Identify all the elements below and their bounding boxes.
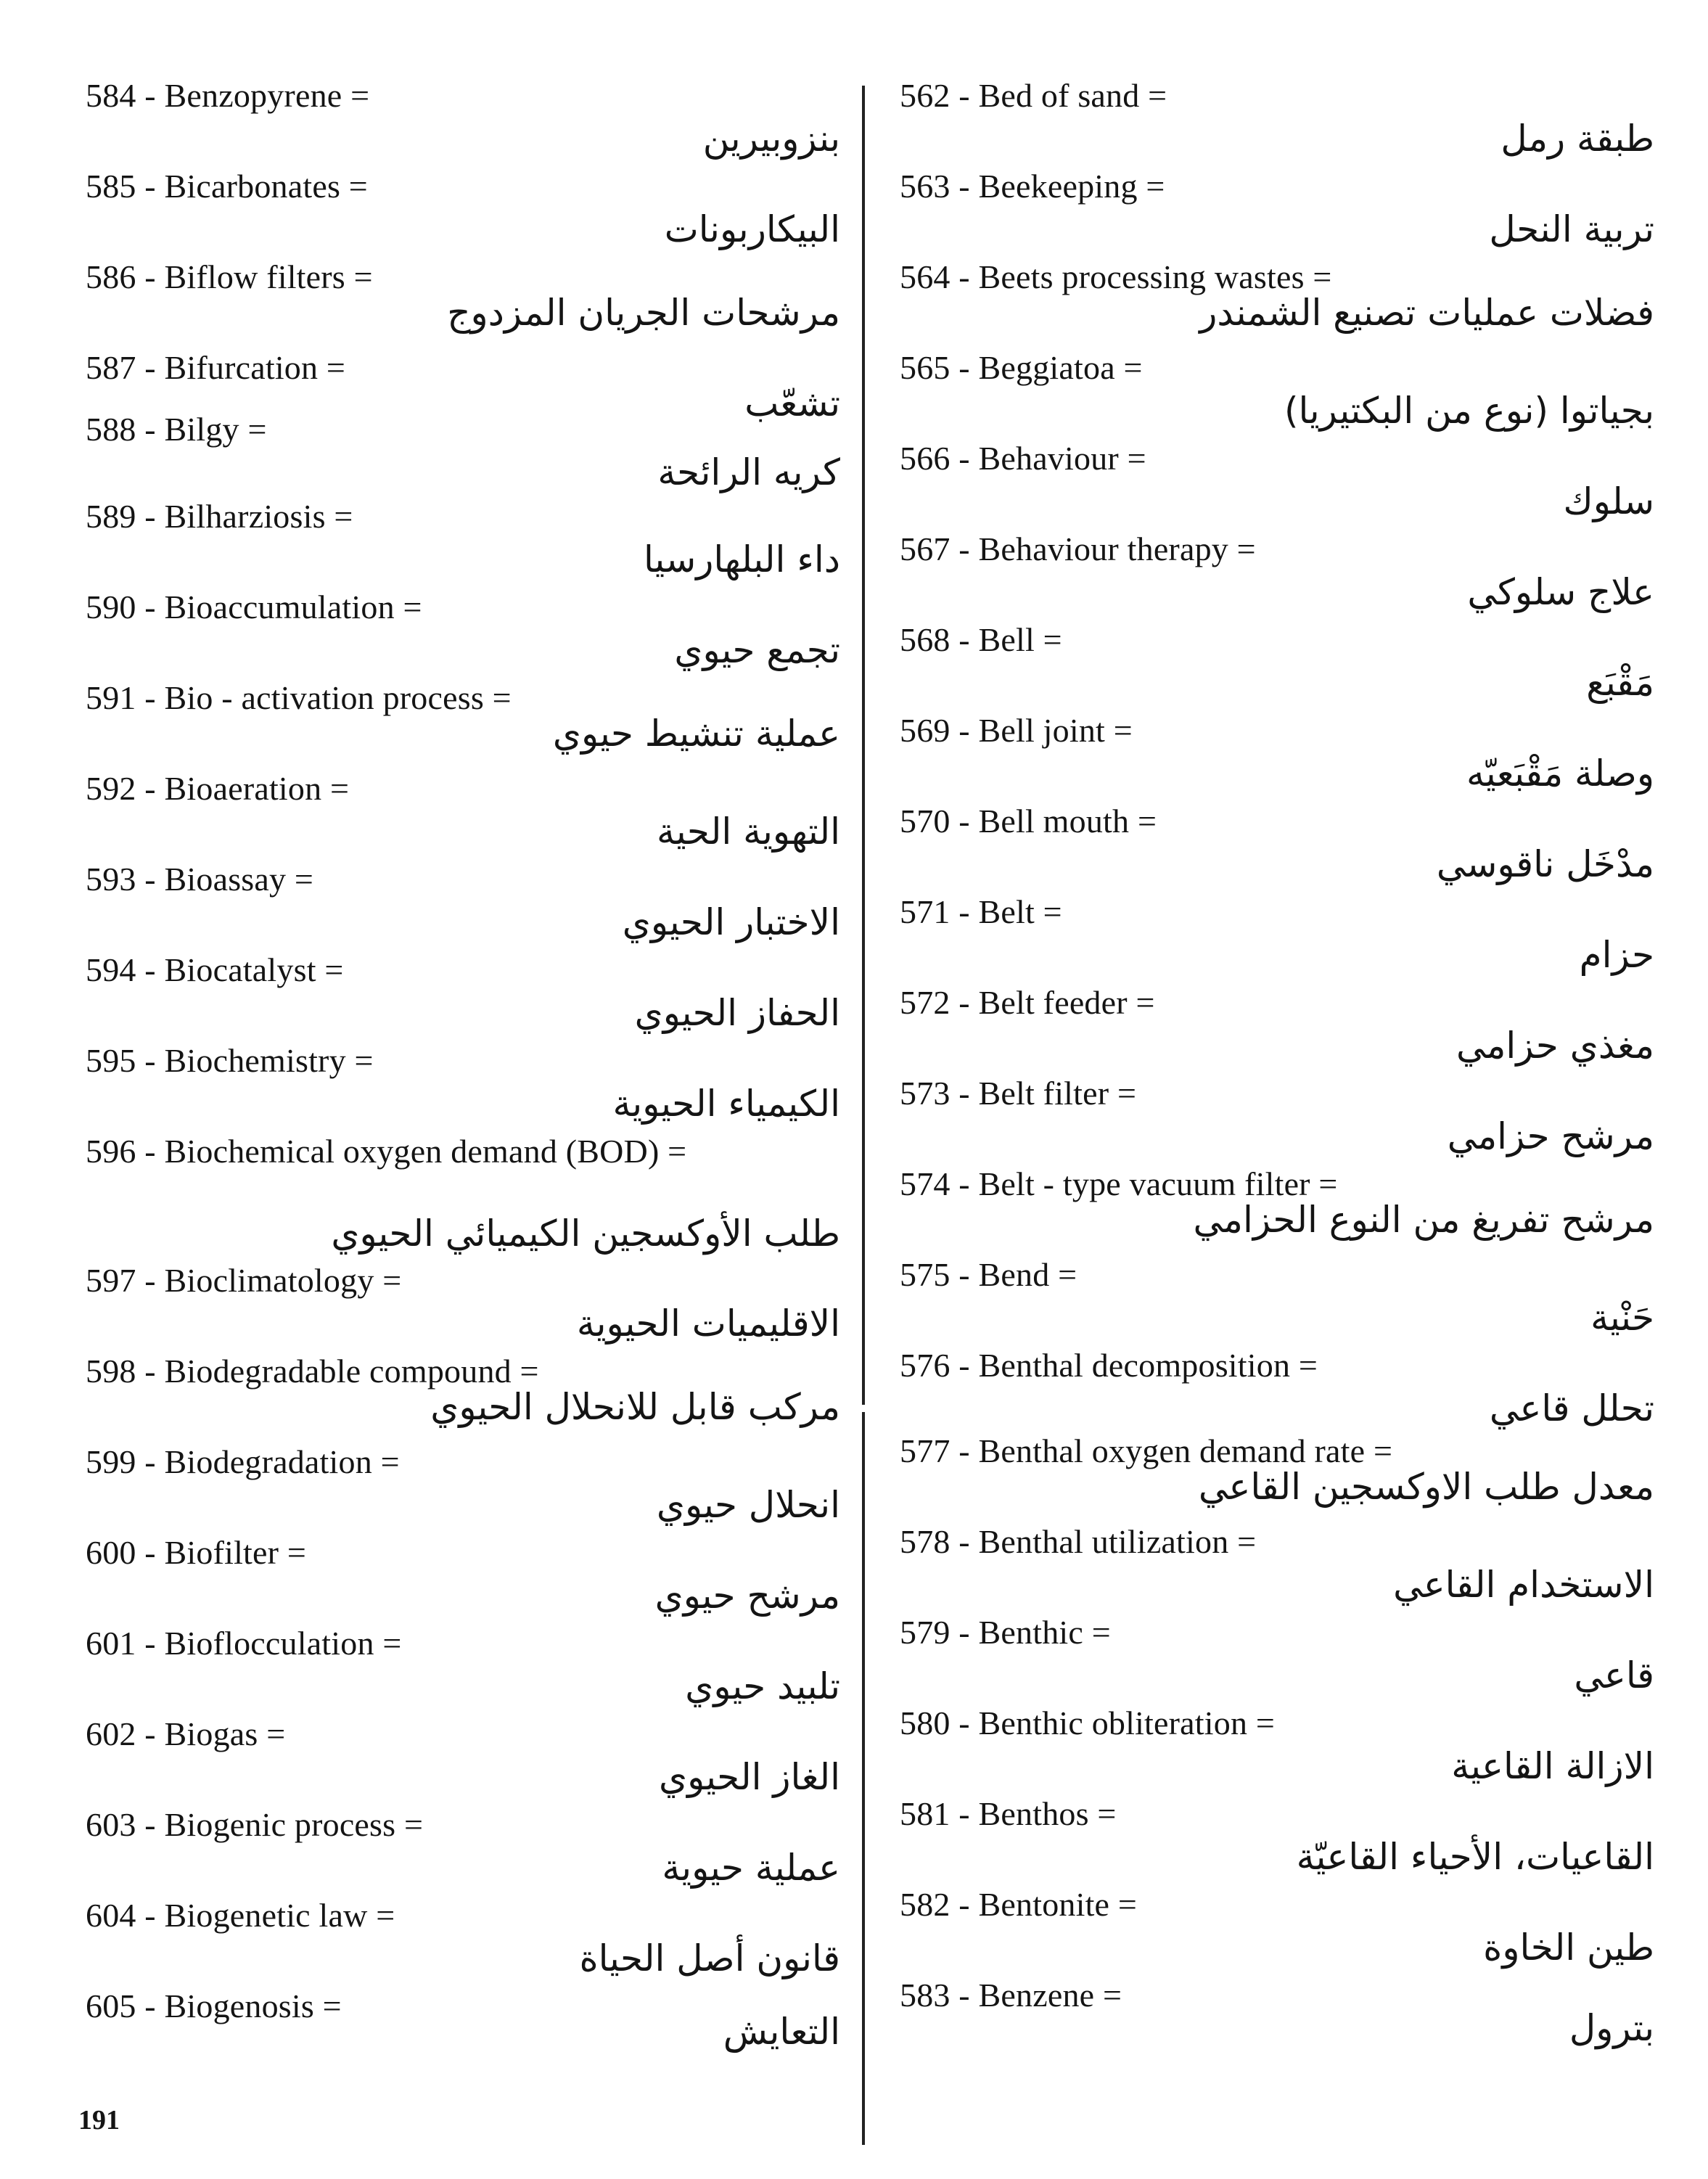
term: 568 - Bell =: [900, 621, 1062, 658]
entry-573: [900, 1073, 1654, 1164]
term: 578 - Benthal utilization =: [900, 1523, 1257, 1560]
term: 585 - Bicarbonates =: [86, 168, 368, 205]
term: 603 - Biogenic process =: [86, 1806, 424, 1843]
entry-588: [86, 409, 840, 496]
arabic-translation: مرشحات الجريان المزدوج: [447, 292, 840, 334]
entry-605: [86, 1986, 840, 2077]
entry-567: [900, 529, 1654, 620]
term: 596 - Biochemical oxygen demand (BOD) =: [86, 1133, 687, 1170]
term: 569 - Bell joint =: [900, 712, 1133, 749]
entry-604: [86, 1895, 840, 1986]
term: 586 - Biflow filters =: [86, 258, 373, 295]
column-divider-bottom: [862, 1412, 865, 2145]
arabic-translation: الازالة القاعية: [1451, 1745, 1654, 1787]
entry-601: [86, 1623, 840, 1714]
term: 583 - Benzene =: [900, 1977, 1122, 2014]
term: 593 - Bioassay =: [86, 861, 314, 898]
arabic-translation: سلوك: [1563, 480, 1654, 522]
arabic-translation: علاج سلوكي: [1467, 571, 1654, 613]
entry-599: [86, 1442, 840, 1532]
entry-586: [86, 257, 840, 348]
term: 589 - Bilharziosis =: [86, 498, 353, 535]
term: 590 - Bioaccumulation =: [86, 588, 422, 625]
entry-570: [900, 801, 1654, 892]
term: 575 - Bend =: [900, 1256, 1077, 1293]
arabic-translation: التعايش: [723, 2011, 840, 2053]
entry-587: [86, 348, 840, 424]
arabic-translation: مرشح حزامي: [1447, 1115, 1654, 1157]
term: 591 - Bio - activation process =: [86, 679, 512, 716]
right-column: [900, 75, 1654, 2066]
entry-589: [86, 496, 840, 587]
entry-562: [900, 75, 1654, 166]
term: 604 - Biogenetic law =: [86, 1897, 395, 1934]
arabic-translation: فضلات عمليات تصنيع الشمندر: [1199, 292, 1654, 334]
entry-590: [86, 587, 840, 678]
arabic-translation: طلب الأوكسجين الكيميائي الحيوي: [331, 1212, 840, 1255]
entry-584: [86, 75, 840, 166]
arabic-translation: التهوية الحية: [656, 811, 840, 853]
entry-583: [900, 1975, 1654, 2066]
entry-596: [86, 1131, 840, 1260]
term: 566 - Behaviour =: [900, 440, 1146, 477]
entry-591: [86, 678, 840, 768]
term: 564 - Beets processing wastes =: [900, 258, 1332, 295]
arabic-translation: القاعيات، الأحياء القاعيّة: [1296, 1836, 1654, 1878]
term: 573 - Belt filter =: [900, 1075, 1137, 1112]
term: 598 - Biodegradable compound =: [86, 1353, 539, 1390]
entry-582: [900, 1884, 1654, 1975]
term: 600 - Biofilter =: [86, 1534, 307, 1571]
term: 570 - Bell mouth =: [900, 803, 1157, 840]
term: 580 - Benthic obliteration =: [900, 1704, 1275, 1741]
arabic-translation: مغذي حزامي: [1456, 1025, 1654, 1067]
term: 588 - Bilgy =: [86, 411, 267, 448]
term: 592 - Bioaeration =: [86, 770, 350, 807]
entry-577: [900, 1431, 1654, 1522]
term: 601 - Bioflocculation =: [86, 1625, 402, 1662]
entry-566: [900, 438, 1654, 529]
arabic-translation: حزام: [1579, 934, 1654, 976]
entry-580: [900, 1703, 1654, 1794]
term: 597 - Bioclimatology =: [86, 1262, 402, 1299]
entry-575: [900, 1255, 1654, 1345]
entry-569: [900, 710, 1654, 801]
arabic-translation: قاعي: [1574, 1654, 1654, 1696]
arabic-translation: بترول: [1569, 2007, 1654, 2049]
entry-594: [86, 950, 840, 1041]
arabic-translation: الغاز الحيوي: [659, 1756, 840, 1798]
arabic-translation: الكيمياء الحيوية: [612, 1083, 840, 1125]
term: 582 - Bentonite =: [900, 1886, 1138, 1923]
term: 562 - Bed of sand =: [900, 77, 1167, 114]
entry-563: [900, 166, 1654, 257]
arabic-translation: عملية حيوية: [662, 1847, 840, 1889]
entry-597: [86, 1260, 840, 1351]
page-number: 191: [78, 2105, 120, 2135]
arabic-translation: وصلة مَقْبَعيّه: [1466, 752, 1654, 795]
entry-585: [86, 166, 840, 257]
entry-598: [86, 1351, 840, 1442]
arabic-translation: كريه الرائحة: [657, 451, 840, 493]
arabic-translation: عملية تنشيط حيوي: [552, 713, 840, 755]
term: 571 - Belt =: [900, 893, 1062, 930]
arabic-translation: تحلل قاعي: [1489, 1387, 1654, 1429]
arabic-translation: بجياتوا (نوع من البكتيريا): [1284, 390, 1654, 432]
entry-600: [86, 1532, 840, 1623]
arabic-translation: داء البلهارسيا: [644, 538, 840, 580]
arabic-translation: معدل طلب الاوكسجين القاعي: [1198, 1466, 1654, 1508]
term: 565 - Beggiatoa =: [900, 349, 1143, 386]
term: 599 - Biodegradation =: [86, 1443, 400, 1480]
arabic-translation: تلبيد حيوي: [685, 1665, 840, 1707]
entry-595: [86, 1041, 840, 1131]
term: 587 - Bifurcation =: [86, 349, 346, 386]
entry-576: [900, 1345, 1654, 1431]
entry-564: [900, 257, 1654, 348]
arabic-translation: تربية النحل: [1489, 208, 1654, 250]
arabic-translation: قانون أصل الحياة: [579, 1937, 840, 1979]
entry-581: [900, 1794, 1654, 1884]
arabic-translation: تشعّب: [744, 382, 840, 424]
entry-602: [86, 1714, 840, 1805]
entry-603: [86, 1805, 840, 1895]
arabic-translation: الاختبار الحيوي: [622, 901, 840, 943]
entry-593: [86, 859, 840, 950]
arabic-translation: انحلال حيوي: [656, 1484, 840, 1526]
entry-565: [900, 348, 1654, 438]
entry-578: [900, 1522, 1654, 1612]
arabic-translation: مدْخَل ناقوسي: [1436, 843, 1654, 885]
column-divider-top: [862, 86, 865, 1405]
entry-572: [900, 982, 1654, 1073]
entry-592: [86, 768, 840, 859]
entry-571: [900, 892, 1654, 982]
term: 579 - Benthic =: [900, 1614, 1111, 1651]
left-column: [86, 75, 840, 2077]
term: 572 - Belt feeder =: [900, 984, 1155, 1021]
arabic-translation: البيكاربونات: [664, 208, 840, 250]
arabic-translation: الاستخدام القاعي: [1393, 1564, 1654, 1606]
term: 563 - Beekeeping =: [900, 168, 1165, 205]
term: 567 - Behaviour therapy =: [900, 530, 1256, 567]
arabic-translation: حَنْية: [1590, 1297, 1654, 1339]
term: 577 - Benthal oxygen demand rate =: [900, 1432, 1393, 1469]
term: 584 - Benzopyrene =: [86, 77, 370, 114]
term: 595 - Biochemistry =: [86, 1042, 374, 1079]
term: 574 - Belt - type vacuum filter =: [900, 1165, 1338, 1202]
term: 581 - Benthos =: [900, 1795, 1117, 1832]
entry-574: [900, 1164, 1654, 1255]
arabic-translation: الحفاز الحيوي: [634, 992, 840, 1034]
arabic-translation: الاقليميات الحيوية: [576, 1302, 840, 1345]
arabic-translation: تجمع حيوي: [674, 629, 840, 671]
arabic-translation: بنزوبيرين: [702, 118, 840, 160]
arabic-translation: مرشح حيوي: [654, 1575, 840, 1617]
term: 602 - Biogas =: [86, 1715, 286, 1752]
term: 576 - Benthal decomposition =: [900, 1347, 1318, 1384]
arabic-translation: طين الخاوة: [1483, 1926, 1654, 1969]
term: 605 - Biogenosis =: [86, 1987, 342, 2024]
arabic-translation: مرشح تفريغ من النوع الحزامي: [1193, 1199, 1654, 1241]
entry-579: [900, 1612, 1654, 1703]
term: 594 - Biocatalyst =: [86, 951, 344, 988]
arabic-translation: مَقْبَع: [1586, 662, 1654, 704]
arabic-translation: مركب قابل للانحلال الحيوي: [430, 1386, 840, 1428]
entry-568: [900, 620, 1654, 710]
arabic-translation: طبقة رمل: [1500, 118, 1654, 160]
